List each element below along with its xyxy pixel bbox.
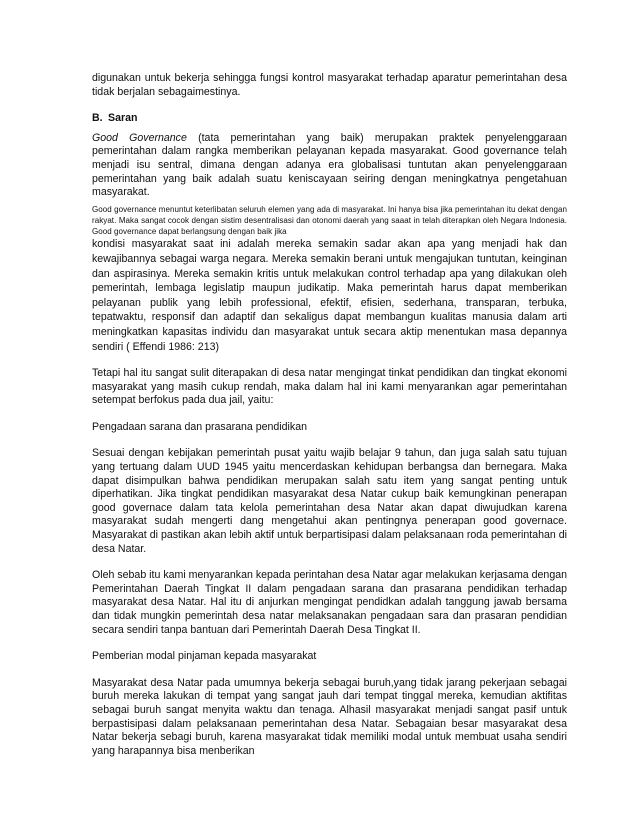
document-page bbox=[92, 72, 567, 758]
section-title: Saran bbox=[108, 112, 138, 125]
capital-loan-paragraph: Masyarakat desa Natar pada umumnya bekerja sebagai buruh,yang tidak jarang pekerjaan sebagai buruh mereka lakukan di tempat yang sangat jauh dari tempat tinggal mereka, kemudian aktifitas sebagai buruh sangat menyita waktu dan tenaga. Alhasil masyarakat menjadi sangat pasif untuk berpastisipasi dalam pelaksanaan pemerintahan desa Natar. Sebagaian besar masyarakat desa Natar bekerja sebagi buruh, karena masyarakat tidak memiliki modal untuk membuat usaha sendiri yang harapannya bisa menberikan bbox=[92, 676, 567, 757]
subheading-education: Pengadaan sarana dan prasarana pendidikan bbox=[92, 420, 307, 433]
section-heading bbox=[92, 112, 567, 126]
good-governance-paragraph bbox=[92, 132, 567, 200]
continued-paragraph: kondisi masyarakat saat ini adalah mereka semakin sadar akan apa yang menjadi hak dan kewajibannya sebagai warga negara. Mereka semakin berani untuk mengajukan tuntutan, keinginan dan aspirasinya. Mereka semakin kritis untuk melakukan control terhadap apa yang dilakukan oleh pemerintah, lembaga legislatip maupun judikatip. Maka pemerintah harus dapat memberikan pelayanan publik yang lebih professional, efektif, efisien, sederhana, transparan, terbuka, tepatwaktu, responsif dan adaptif dan sekaligus dapat membangun kualitas manusia dalam arti meningkatkan kapasitas individu dan masyarakat untuk secara aktip menentukan masa depannya sendiri ( Effendi 1986: 213) bbox=[92, 238, 567, 353]
intro-paragraph: digunakan untuk bekerja sehingga fungsi kontrol masyarakat terhadap aparatur pemerintahan desa tidak berjalan sebagaimestinya. bbox=[92, 72, 567, 98]
good-governance-lead: Good Governance bbox=[92, 131, 187, 144]
good-governance-text: (tata pemerintahan yang baik) merupakan praktek penyelenggaraan pemerintahan dalam rangka memberikan pelayanan kepada masyarakat. Good governance telah menjadi isu sentral, dimana dengan adanya era globalisasi tuntutan akan penyelenggaraan pemerintahan yang baik adalah suatu keniscayaan seiring dengan meningkatnya pengetahuan masyarakat. bbox=[92, 131, 567, 199]
cooperation-paragraph: Oleh sebab itu kami menyarankan kepada perintahan desa Natar agar melakukan kerjasama dengan Pemerintahan Daerah Tingkat II dalam pengadaan sarana dan prasarana pendidikan terhadap masyarakat desa Natar. Hal itu di anjurkan mengingat pendidkan adalah tanggung jawab bersama dan tidak mungkin pemerintah desa natar melaksanakan pengadaan sara dan prasaran pendidian secara sendiri tanpa bantuan dari Pemerintah Daerah Desa Tingkat II. bbox=[92, 569, 567, 636]
education-paragraph: Sesuai dengan kebijakan pemerintah pusat yaitu wajib belajar 9 tahun, dan juga salah satu tujuan yang tertuang dalam UUD 1945 yaitu mencerdaskan kehidupan berbangsa dan bernegara. Maka dapat disimpulkan bahwa pendidikan merupakan salah satu item yang sangat penting untuk diperhatikan. Jika tingkat pendidikan masyarakat desa Natar cukup baik kemungkinan penerapan good governace dalam tata kelola pemerintahan desa Natar akan dapat diwujudkan karena masyarakat sudah mengerti dang mengetahui akan pentingnya penerapan good governace. Masyarakat di pastikan akan lebih aktif untuk berpartisipasi dalam pelaksanaan roda pemerintahan di desa Natar. bbox=[92, 447, 567, 555]
challenge-paragraph: Tetapi hal itu sangat sulit diterapakan di desa natar mengingat tinkat pendidikan dan tingkat ekonomi masyarakat yang masih cukup rendah, maka dalam hal ini kami menyarankan agar pemerintahan setempat berfokus pada dua jail, yaitu: bbox=[92, 367, 567, 407]
section-number: B. bbox=[92, 112, 103, 125]
small-print-paragraph: Good governance menuntut keterlibatan seluruh elemen yang ada di masyarakat. Ini hanya bisa jika pemerintahan itu dekat dengan rakyat. Maka sangat cocok dengan sistim desentralisasi dan otonomi daerah yang saaat in telah diterapkan oleh Negara Indonesia. Good governance dapat berlangsung dengan baik jika bbox=[92, 204, 567, 237]
subheading-capital-loan: Pemberian modal pinjaman kepada masyarakat bbox=[92, 650, 317, 663]
